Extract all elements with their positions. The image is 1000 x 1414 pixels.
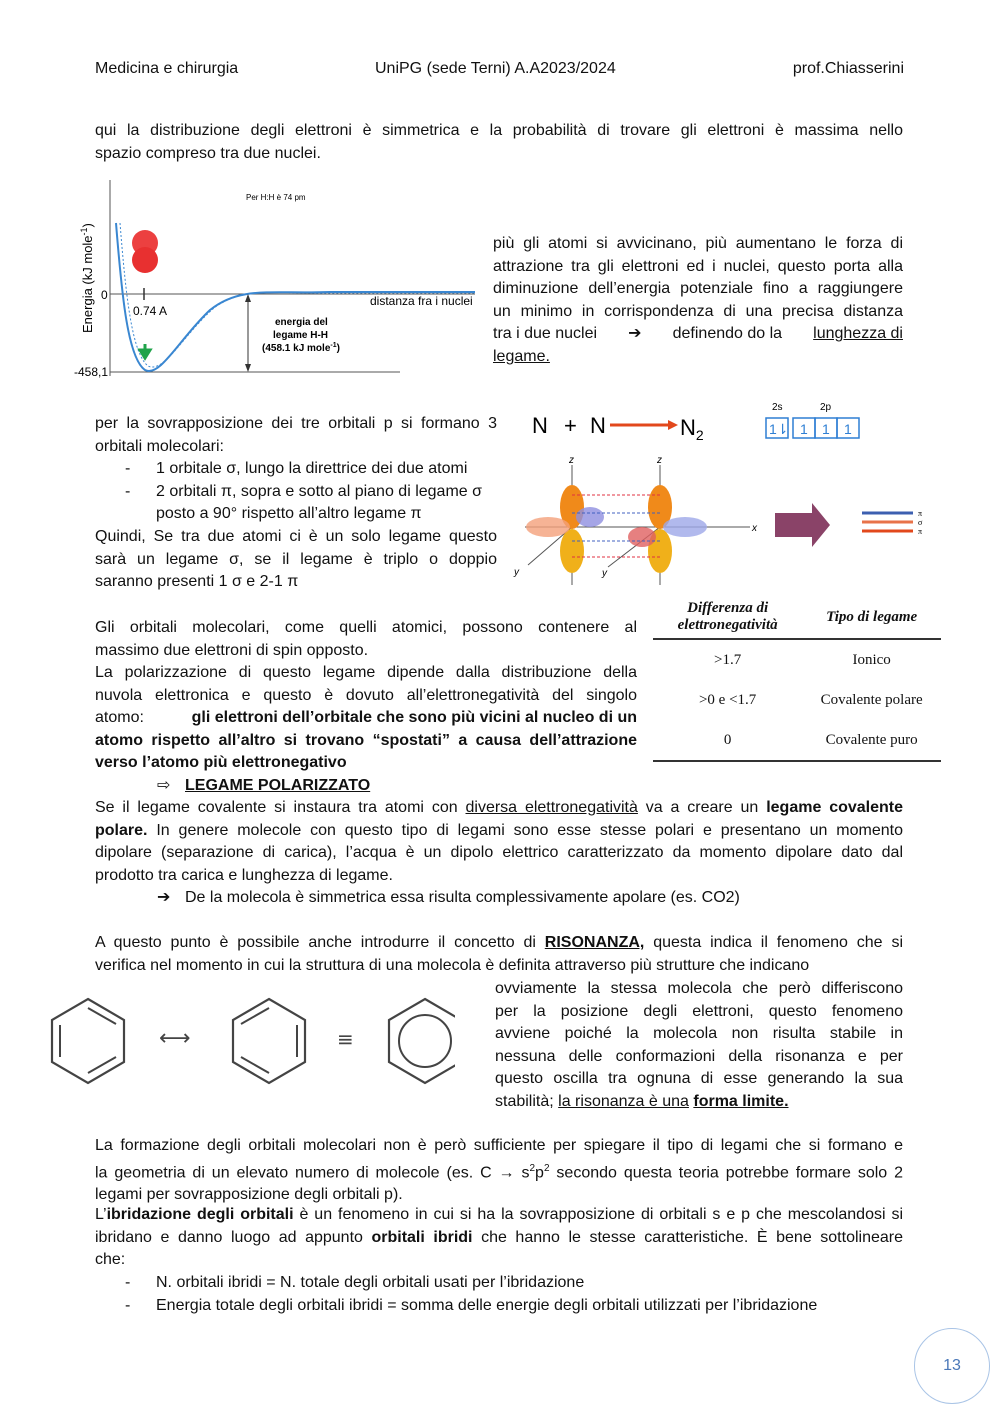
text-line: massimo due elettroni di spin opposto. [95, 641, 369, 659]
text-line: avviene poiché la molecola non risulta stabile in [495, 1025, 903, 1042]
text-line: atomo rispetto all’altro si trovano “spostati” a causa dell’attrazione [95, 731, 637, 749]
text-line: questo oscilla tra ognuna di esse generando la sua [495, 1070, 903, 1087]
graph-bond-label: (458.1 kJ mole$^{-1}$) [262, 342, 340, 354]
paragraph-molecular-orbitals [95, 413, 497, 458]
page-number: 13 [914, 1328, 990, 1404]
graph-ylabel: Energia (kJ mole$^{-1}$) [79, 223, 95, 333]
text-line: stabilità; la risonanza è una forma limite. [495, 1092, 789, 1110]
graph-min-tick: -458,1 [74, 365, 109, 379]
benzene-ring [52, 999, 124, 1083]
paragraph-resonance [95, 932, 903, 977]
text-line: sarà un legame σ, se il legame è triplo o doppio [95, 550, 497, 568]
graph-distance-label: 0.74 A [133, 304, 168, 318]
text-line: legame. [493, 347, 550, 365]
text-line: la geometria di un elevato numero di molecole (es. $C \to s^2p^2$ secondo questa teoria potrebbe formare solo 2 [95, 1162, 903, 1181]
header-professor: prof.Chiasserini [792, 60, 904, 77]
text-line: atomo: gli elettroni dell’orbitale che sono più vicini al nucleo di un [95, 709, 637, 726]
text-line: legami per sovrapposizione degli orbitali p). [95, 1186, 403, 1204]
reaction-product: $N_2$ [680, 415, 704, 443]
arrow-right-icon: ➔ [628, 325, 642, 342]
graph-note: Per H:H è 74 pm [246, 193, 306, 202]
header-university: UniPG (sede Terni) A.A2023/2024 [375, 60, 616, 77]
paragraph-resonance-detail [495, 978, 903, 1113]
list-item-continuation: posto a 90° rispetto all’altro legame π [156, 505, 422, 522]
text-line: nuvola elettronica e questo è dovuto all’elettronegatività del singolo [95, 686, 637, 704]
text-line: Gli orbitali molecolari, come quelli atomici, possono contenere al [95, 619, 637, 636]
text-line: attrazione tra gli elettroni ed i nuclei, questo porta alla [493, 257, 903, 275]
table-row: >0 e <1.7 Covalente polare [698, 691, 923, 708]
label-2s: 2s [772, 402, 783, 413]
box-electrons: 1⇂ [769, 421, 789, 437]
label-2p: 2p [820, 402, 832, 413]
reaction-arrow-head [668, 420, 678, 430]
svg-text:x: x [752, 523, 757, 534]
table-header: Differenza di elettronegatività [653, 596, 802, 639]
text-line: diminuzione dell’energia potenziale fino a raggiungere [493, 280, 903, 297]
legend-label: π [918, 509, 923, 518]
orbital-lobe [576, 507, 604, 527]
orbital-lobe [526, 517, 570, 537]
text-line: Se il legame covalente si instaura tra atomi con diversa elettronegatività va a creare un legame covalente [95, 799, 904, 816]
svg-text:z: z [569, 455, 574, 466]
benzene-resonance-figure [45, 995, 455, 1087]
double-arrow-icon: ⟷ [159, 1026, 191, 1051]
delocalized-ring [399, 1015, 451, 1067]
box-electrons: 1 [844, 421, 852, 437]
link-bond-length: lunghezza di [813, 325, 903, 342]
paragraph-bond-length [493, 233, 903, 368]
graph-zero-tick: 0 [101, 288, 108, 302]
paragraph-sigma-pi [95, 526, 497, 594]
legend-label: σ [918, 518, 923, 527]
text-line: nessuna delle conformazioni della risonanza e per [495, 1047, 903, 1065]
hollow-arrow-icon: ⇨ [157, 777, 171, 794]
text-line: verifica nel momento in cui la struttura di una molecola è definita attraverso più strutture che indicano [95, 956, 810, 974]
green-arrow-icon [140, 344, 150, 358]
reaction-plus: + [564, 413, 577, 438]
text-line: polare. In genere molecole con questo tipo di legami sono esse stesse polari e presentano un momento [95, 821, 903, 839]
text-line: saranno presenti 1 σ e 2-1 π [95, 573, 299, 590]
graph-bond-label: energia del [275, 317, 328, 328]
paragraph-hybridization [95, 1204, 903, 1272]
heading-polar-bond: ⇨ LEGAME POLARIZZATO [157, 775, 370, 798]
text-line: La polarizzazione di questo legame dipende dalla distribuzione della [95, 664, 637, 681]
table-header: Tipo di legame [802, 596, 941, 639]
graph-xaxis-label: distanza fra i nuclei [370, 294, 473, 308]
graph-bond-label: legame H-H [273, 330, 329, 341]
svg-text:z: z [657, 455, 662, 466]
reaction-atom: N [590, 413, 606, 438]
text-line: verso l’atomo più elettronegativo [95, 754, 347, 771]
hybrid-rules-list [95, 1272, 903, 1317]
text-line: prodotto tra carica e lunghezza di legame. [95, 866, 393, 884]
text-line: per la posizione degli elettroni, questo fenomeno [495, 1002, 903, 1020]
text-line: orbitali molecolari: [95, 437, 224, 455]
equivalence-icon: ≡ [337, 1027, 354, 1051]
text-line: che: [95, 1251, 126, 1268]
apolar-note: ➔ De la molecola è simmetrica essa risulta complessivamente apolare (es. CO2) [157, 887, 740, 910]
paragraph-hybrid-intro [95, 1135, 903, 1207]
energy-curve-graph [70, 178, 480, 383]
svg-text:y: y [514, 567, 519, 578]
electronegativity-table [653, 596, 941, 762]
text-line: tra i due nuclei ➔ definendo do la lunghezza di [493, 323, 903, 346]
box-electrons: 1 [800, 421, 808, 437]
text-line: dipolare (separazione di carica), l’acqua è un dipolo elettrico caratterizzato da momento dipolare dato dal [95, 844, 903, 861]
header-course: Medicina e chirurgia [95, 60, 239, 77]
text-line: un minimo in corrispondenza di una precisa distanza [493, 302, 903, 320]
orbital-lobe [663, 517, 707, 537]
reaction-atom: N [532, 413, 548, 438]
big-arrow-icon [775, 503, 830, 547]
text-line: La formazione degli orbitali molecolari non è però sufficiente per spiegare il tipo di legami che si formano e [95, 1137, 903, 1154]
text-line: Quindi, Se tra due atomi ci è un solo legame questo [95, 528, 497, 545]
benzene-ring [233, 999, 305, 1083]
paragraph-polar-covalent [95, 797, 903, 887]
table-row: 0 Covalente puro [653, 720, 941, 761]
orbital-lobe [628, 527, 656, 547]
svg-text:y: y [602, 568, 607, 579]
orbital-list [95, 458, 505, 526]
text-line: ovviamente la stessa molecola che però differiscono [495, 980, 903, 997]
legend-label: π [918, 527, 923, 536]
atom-sphere [132, 247, 158, 273]
text-line: per la sovrapposizione dei tre orbitali p si formano 3 [95, 415, 497, 432]
paragraph-polarization [95, 617, 637, 775]
table-row: >1.7 Ionico [714, 651, 891, 668]
text-line: A questo punto è possibile anche introdurre il concetto di RISONANZA, questa indica il fenomeno che si [95, 934, 903, 951]
text-line: più gli atomi si avvicinano, più aumentano le forza di [493, 235, 903, 252]
text-line: spazio compreso tra due nuclei. [95, 144, 321, 162]
list-item: - 2 orbitali π, sopra e sotto al piano di legame σ [125, 482, 482, 500]
bold-arrow-icon: ➔ [157, 889, 171, 906]
list-item: - Energia totale degli orbitali ibridi = somma delle energie degli orbitali utilizzati per l’ibridazione [125, 1296, 818, 1314]
text-line: L’ibridazione degli orbitali è un fenomeno in cui si ha la sovrapposizione di orbitali s e p che mescolandosi si [95, 1206, 904, 1223]
n2-orbital-figure [510, 395, 950, 590]
orbital-lobe [560, 529, 584, 573]
text-line: ibridano e danno luogo ad appunto orbitali ibridi che hanno le stesse caratteristiche. È bene sottolineare [95, 1228, 904, 1246]
text-line: qui la distribuzione degli elettroni è simmetrica e la probabilità di trovare gli elettroni è massima nello [95, 122, 903, 139]
paragraph-symmetry [95, 120, 903, 165]
list-item: - N. orbitali ibridi = N. totale degli orbitali usati per l’ibridazione [125, 1274, 585, 1291]
box-electrons: 1 [822, 421, 830, 437]
list-item: - 1 orbitale σ, lungo la direttrice dei due atomi [125, 460, 468, 477]
